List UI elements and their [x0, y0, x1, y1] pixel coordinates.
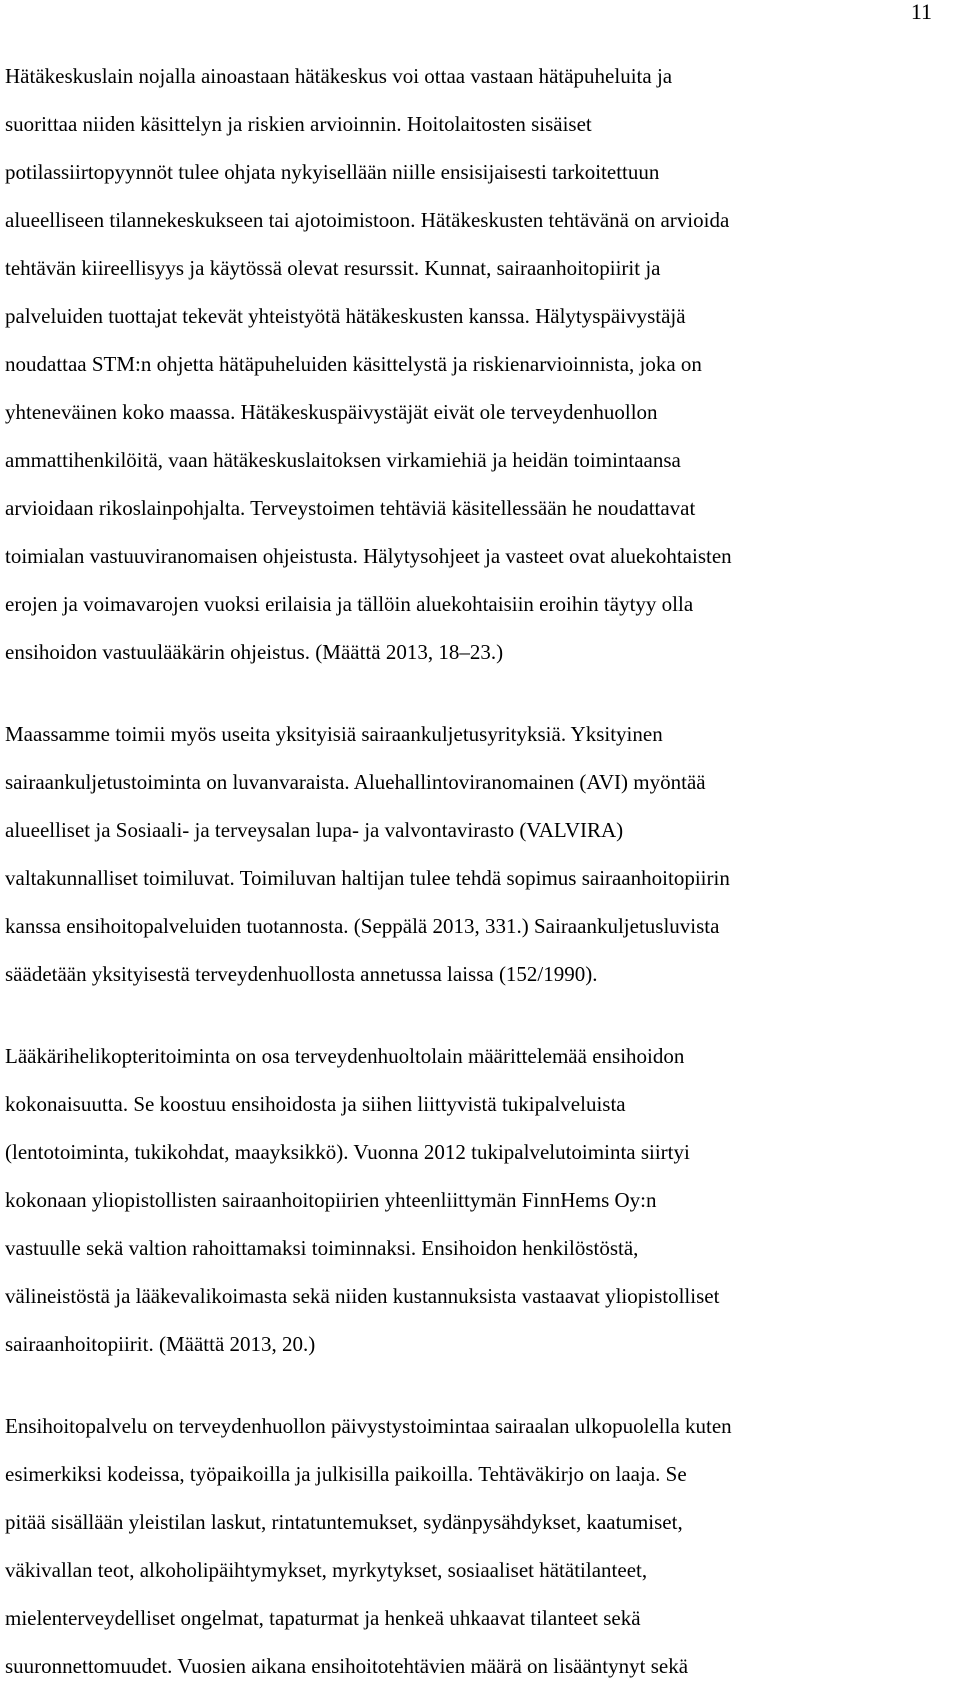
body-text — [5, 52, 957, 1690]
paragraph-spacer — [5, 676, 957, 710]
text-line: säädetään yksityisestä terveydenhuollosta annetussa laissa (152/1990). — [5, 962, 598, 986]
paragraph-spacer — [5, 1368, 957, 1402]
text-line: suorittaa niiden käsittelyn ja riskien arvioinnin. Hoitolaitosten sisäiset — [5, 112, 592, 136]
text-line: alueelliset ja Sosiaali- ja terveysalan lupa- ja valvontavirasto (VALVIRA) — [5, 818, 624, 842]
text-line: sairaanhoitopiirit. (Määttä 2013, 20.) — [5, 1332, 316, 1356]
text-line: noudattaa STM:n ohjetta hätäpuheluiden käsittelystä ja riskienarvioinnista, joka on — [5, 352, 702, 376]
text-line: yhteneväinen koko maassa. Hätäkeskuspäivystäjät eivät ole terveydenhuollon — [5, 400, 658, 424]
text-line: vastuulle sekä valtion rahoittamaksi toiminnaksi. Ensihoidon henkilöstöstä, — [5, 1236, 639, 1260]
text-line: Ensihoitopalvelu on terveydenhuollon päivystystoimintaa sairaalan ulkopuolella kuten — [5, 1414, 732, 1438]
text-line: erojen ja voimavarojen vuoksi erilaisia ja tällöin aluekohtaisiin eroihin täytyy olla — [5, 592, 694, 616]
paragraph-4 — [5, 1402, 957, 1690]
text-line: Maassamme toimii myös useita yksityisiä sairaankuljetusyrityksiä. Yksityinen — [5, 722, 663, 746]
text-line: alueelliseen tilannekeskukseen tai ajotoimistoon. Hätäkeskusten tehtävänä on arvioida — [5, 208, 730, 232]
text-line: pitää sisällään yleistilan laskut, rintatuntemukset, sydänpysähdykset, kaatumiset, — [5, 1510, 683, 1534]
text-line: väkivallan teot, alkoholipäihtymykset, myrkytykset, sosiaaliset hätätilanteet, — [5, 1558, 648, 1582]
paragraph-spacer — [5, 998, 957, 1032]
text-line: Hätäkeskuslain nojalla ainoastaan hätäkeskus voi ottaa vastaan hätäpuheluita ja — [5, 64, 673, 88]
text-line: ensihoidon vastuulääkärin ohjeistus. (Määttä 2013, 18–23.) — [5, 640, 504, 664]
text-line: esimerkiksi kodeissa, työpaikoilla ja julkisilla paikoilla. Tehtäväkirjo on laaja. Se — [5, 1462, 687, 1486]
text-line: mielenterveydelliset ongelmat, tapaturmat ja henkeä uhkaavat tilanteet sekä — [5, 1606, 641, 1630]
text-line: Lääkärihelikopteritoiminta on osa terveydenhuoltolain määrittelemää ensihoidon — [5, 1044, 685, 1068]
text-line: suuronnettomuudet. Vuosien aikana ensihoitotehtävien määrä on lisääntynyt sekä — [5, 1654, 689, 1678]
text-line: toimialan vastuuviranomaisen ohjeistusta. Hälytysohjeet ja vasteet ovat aluekohtaisten — [5, 544, 732, 568]
text-line: palveluiden tuottajat tekevät yhteistyötä hätäkeskusten kanssa. Hälytyspäivystäjä — [5, 304, 686, 328]
text-line: ammattihenkilöitä, vaan hätäkeskuslaitoksen virkamiehiä ja heidän toimintaansa — [5, 448, 681, 472]
paragraph-2 — [5, 710, 957, 998]
text-line: potilassiirtopyynnöt tulee ohjata nykyisellään niille ensisijaisesti tarkoitettuun — [5, 160, 660, 184]
text-line: kanssa ensihoitopalveluiden tuotannosta. (Seppälä 2013, 331.) Sairaankuljetusluvista — [5, 914, 720, 938]
text-line: tehtävän kiireellisyys ja käytössä olevat resurssit. Kunnat, sairaanhoitopiirit ja — [5, 256, 661, 280]
text-line: (lentotoiminta, tukikohdat, maayksikkö). Vuonna 2012 tukipalvelutoiminta siirtyi — [5, 1140, 690, 1164]
text-line: valtakunnalliset toimiluvat. Toimiluvan haltijan tulee tehdä sopimus sairaanhoitopiirin — [5, 866, 730, 890]
paragraph-1 — [5, 52, 957, 676]
text-line: kokonaan yliopistollisten sairaanhoitopiirien yhteenliittymän FinnHems Oy:n — [5, 1188, 657, 1212]
text-line: kokonaisuutta. Se koostuu ensihoidosta ja siihen liittyvistä tukipalveluista — [5, 1092, 626, 1116]
paragraph-3 — [5, 1032, 957, 1368]
text-line: arvioidaan rikoslainpohjalta. Terveystoimen tehtäviä käsitellessään he noudattavat — [5, 496, 696, 520]
page-number: 11 — [910, 0, 932, 24]
text-line: välineistöstä ja lääkevalikoimasta sekä niiden kustannuksista vastaavat yliopistolliset — [5, 1284, 720, 1308]
text-line: sairaankuljetustoiminta on luvanvaraista. Aluehallintoviranomainen (AVI) myöntää — [5, 770, 706, 794]
